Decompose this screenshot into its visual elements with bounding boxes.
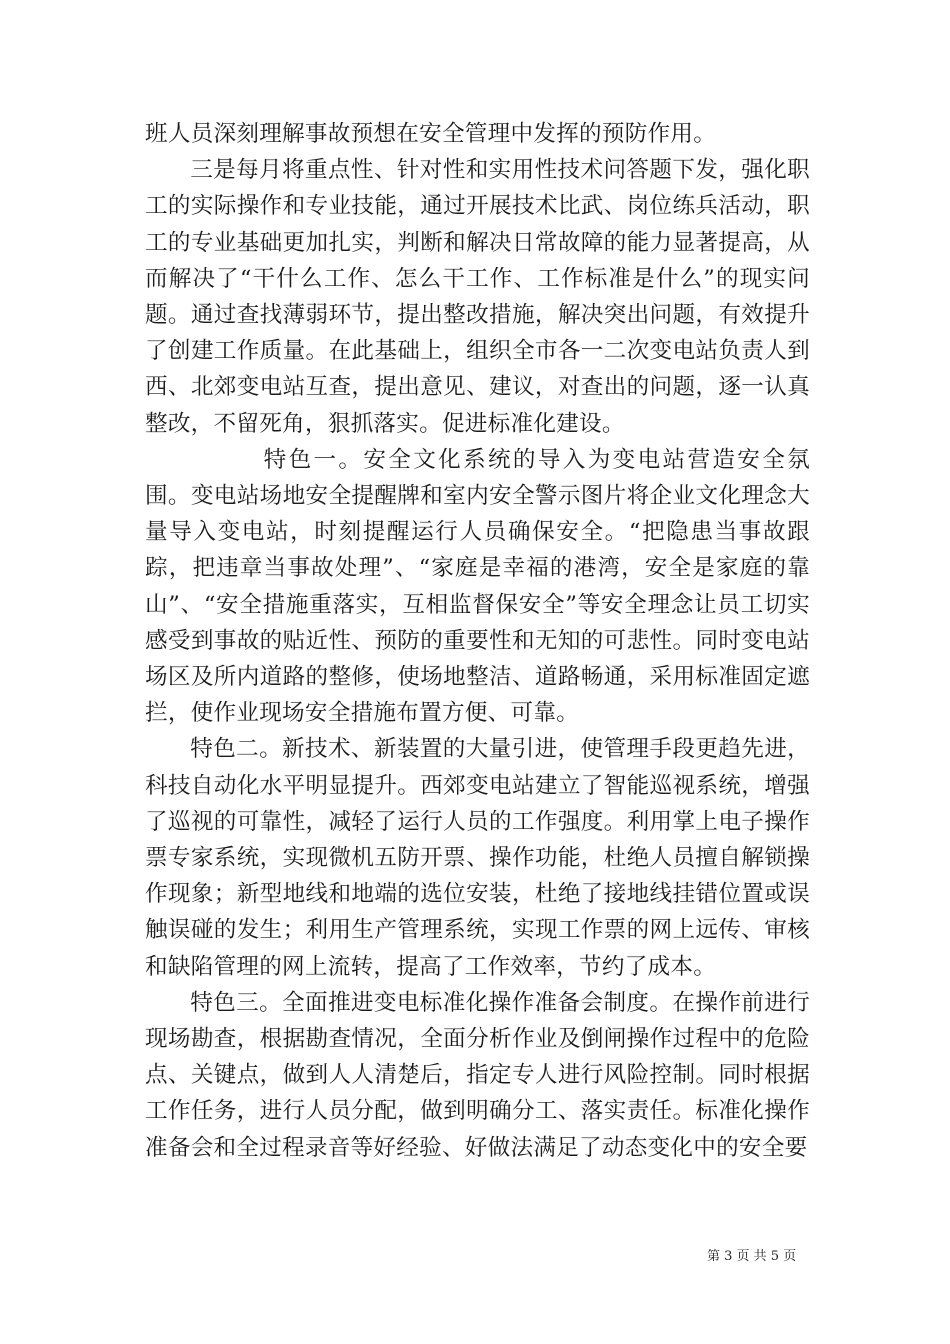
paragraph-feature-two: 特色二。新技术、新装置的大量引进，使管理手段更趋先进，科技自动化水平明显提升。西郊变电站建立了智能巡视系统，增强了巡视的可靠性，减轻了运行人员的工作强度。利用掌上电子操作票专家系统，实现微机五防开票、操作功能，杜绝人员擅自解锁操作现象；新型地线和地端的选位安装，杜绝了接地线挂错位置或误触误碰的发生；利用生产管理系统，实现工作票的网上远传、审核和缺陷管理的网上流转，提高了工作效率，节约了成本。 [145, 736, 810, 980]
page-number-footer: 第 3 页 共 5 页 [707, 1249, 797, 1264]
body-text [145, 116, 810, 1166]
paragraph-feature-one: 特色一。安全文化系统的导入为变电站营造安全氛围。变电站场地安全提醒牌和室内安全警示图片将企业文化理念大量导入变电站，时刻提醒运行人员确保安全。“把隐患当事故跟踪，把违章当事故处理”、“家庭是幸福的港湾，安全是家庭的靠山”、“安全措施重落实，互相监督保安全”等安全理念让员工切实感受到事故的贴近性、预防的重要性和无知的可悲性。同时变电站场区及所内道路的整修，使场地整洁、道路畅通，采用标准固定遮拦，使作业现场安全措施布置方便、可靠。 [145, 446, 810, 727]
paragraph-feature-three: 特色三。全面推进变电标准化操作准备会制度。在操作前进行现场勘查，根据勘查情况，全面分析作业及倒闸操作过程中的危险点、关键点，做到人人清楚后，指定专人进行风险控制。同时根据工作任务，进行人员分配，做到明确分工、落实责任。标准化操作准备会和全过程录音等好经验、好做法满足了动态变化中的安全要 [145, 989, 810, 1161]
paragraph-point-three: 三是每月将重点性、针对性和实用性技术问答题下发，强化职工的实际操作和专业技能，通过开展技术比武、岗位练兵活动，职工的专业基础更加扎实，判断和解决日常故障的能力显著提高，从而解决了“干什么工作、怎么干工作、工作标准是什么”的现实问题。通过查找薄弱环节，提出整改措施，解决突出问题，有效提升了创建工作质量。在此基础上，组织全市各一二次变电站负责人到西、北郊变电站互查，提出意见、建议，对查出的问题，逐一认真整改，不留死角，狠抓落实。促进标准化建设。 [145, 157, 810, 437]
paragraph-continuation: 班人员深刻理解事故预想在安全管理中发挥的预防作用。 [145, 121, 717, 147]
